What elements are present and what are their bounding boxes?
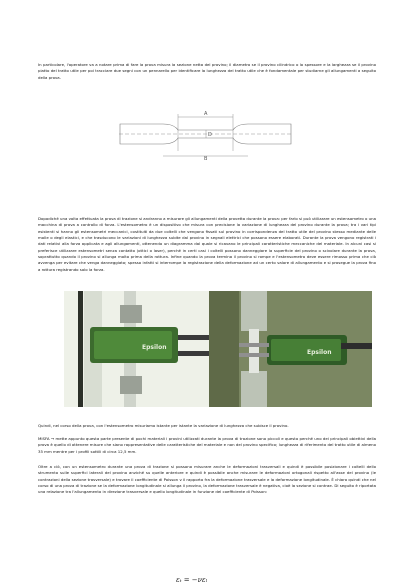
brand-label-left: Epsilon	[142, 344, 167, 351]
label-a: A	[204, 111, 208, 117]
extensometer-photo-left	[64, 291, 227, 407]
label-b: B	[204, 156, 208, 161]
brand-label-right: Epsilon	[307, 349, 332, 356]
paragraph-misfa: MISFA → mette appunto questa parte presente di pochi materiali i provini utilizzati durante la prova di trazione sono piccoli e questo perché uno dei principali obiettivi della prova è quello di ottenere misure che siano rappresentative delle caratteristiche del materiale e non del provino specifico; lunghezza di riferimento del tratto utile di almeno 35 mm mentre per i profili sottili di circa 12,5 mm.	[38, 436, 376, 454]
poisson-equation: εₜ = −νεₗ	[176, 576, 208, 584]
specimen-drawing	[118, 106, 293, 161]
paragraph-poisson: Oltre a ciò, con un estensometro durante una prova di trazione si possono misurare anche le deformazioni trasversali e quindi è possibile posizionare i coltelli dello strumento sulle superfici laterali del provino anziché su quelle anteriore e quindi è possibile anche misurare le deformazioni ortogonali rispetto all'asse del provino (le contrazioni della sezione trasversale) e trovare il coefficiente di Poisson ν il rapporto fra la deformazione trasversale e la deformazione longitudinale. È chiaro quindi che nel corso di una prova di trazione se la deformazione longitudinale si allunga il provino, la deformazione trasversale è negativa, cioè la sezione si contrae. Di seguito è riportata una relazione tra l'allungamento in direzione trasversale e quello longitudinale in funzione del coefficiente di Poisson:	[38, 464, 376, 495]
paragraph-after-photos: Quindi, nel corso della prova, con l'estensometro misuriamo istante per istante la variazione di lunghezza che subisce il provino.	[38, 423, 289, 428]
label-d: D	[208, 132, 212, 138]
paragraph-extensometer: Dopodiché una volta effettuata la prova di trazione si andranno a misurare gli allungamenti della provetta durante la prova: per farlo si può utilizzare un estensometro o una macchina di prova a controllo di forza. L'estensometro è un dispositivo che misura con precisione la variazione di lunghezza del provino durante la prova; tra i vari tipi esistenti si hanno gli estensometri meccanici, costituiti da due coltelli che vengono fissati sul provino in corrispondenza del tratto utile del provino stesso mediante delle molle o degli elastici, e che trasducono le variazioni di lunghezza subite dal provino in segnali elettrici che possono essere elaborati. Durante la prova vengono registrati i dati relativi alla forza applicata e agli allungamenti, ottenendo un diagramma dal quale si ricavano le principali caratteristiche meccaniche del materiale. In alcuni casi si preferisce utilizzare estensometri senza contatto (ottici o laser), perché in certi casi i coltelli possono danneggiare la superficie del provino o scivolare durante la prova, soprattutto quando il provino si allunga molto prima della rottura. Infine quando la prova termina il provino si rompe e l'estensometro deve essere rimosso prima che ciò avvenga per evitare che venga danneggiato; spesso infatti si interrompe la registrazione della deformazione ad un certo valore di allungamento e si prosegue la prova fino a rottura registrando solo la forza.	[38, 216, 376, 272]
extensometer-photo-right	[209, 291, 372, 407]
paragraph-intro: In particolare, l'operatore va a notare prima di fare la prova misura la sezione netta del provino; il diametro se il provino cilindrico o lo spessore e la larghezza se il provino piatto del tratto utile per poi tracciare due segni con un pennarello per identificare la lunghezza del tratto utile che è fondamentale per studiarne gli allungamenti a seguito della prova.	[38, 62, 376, 80]
